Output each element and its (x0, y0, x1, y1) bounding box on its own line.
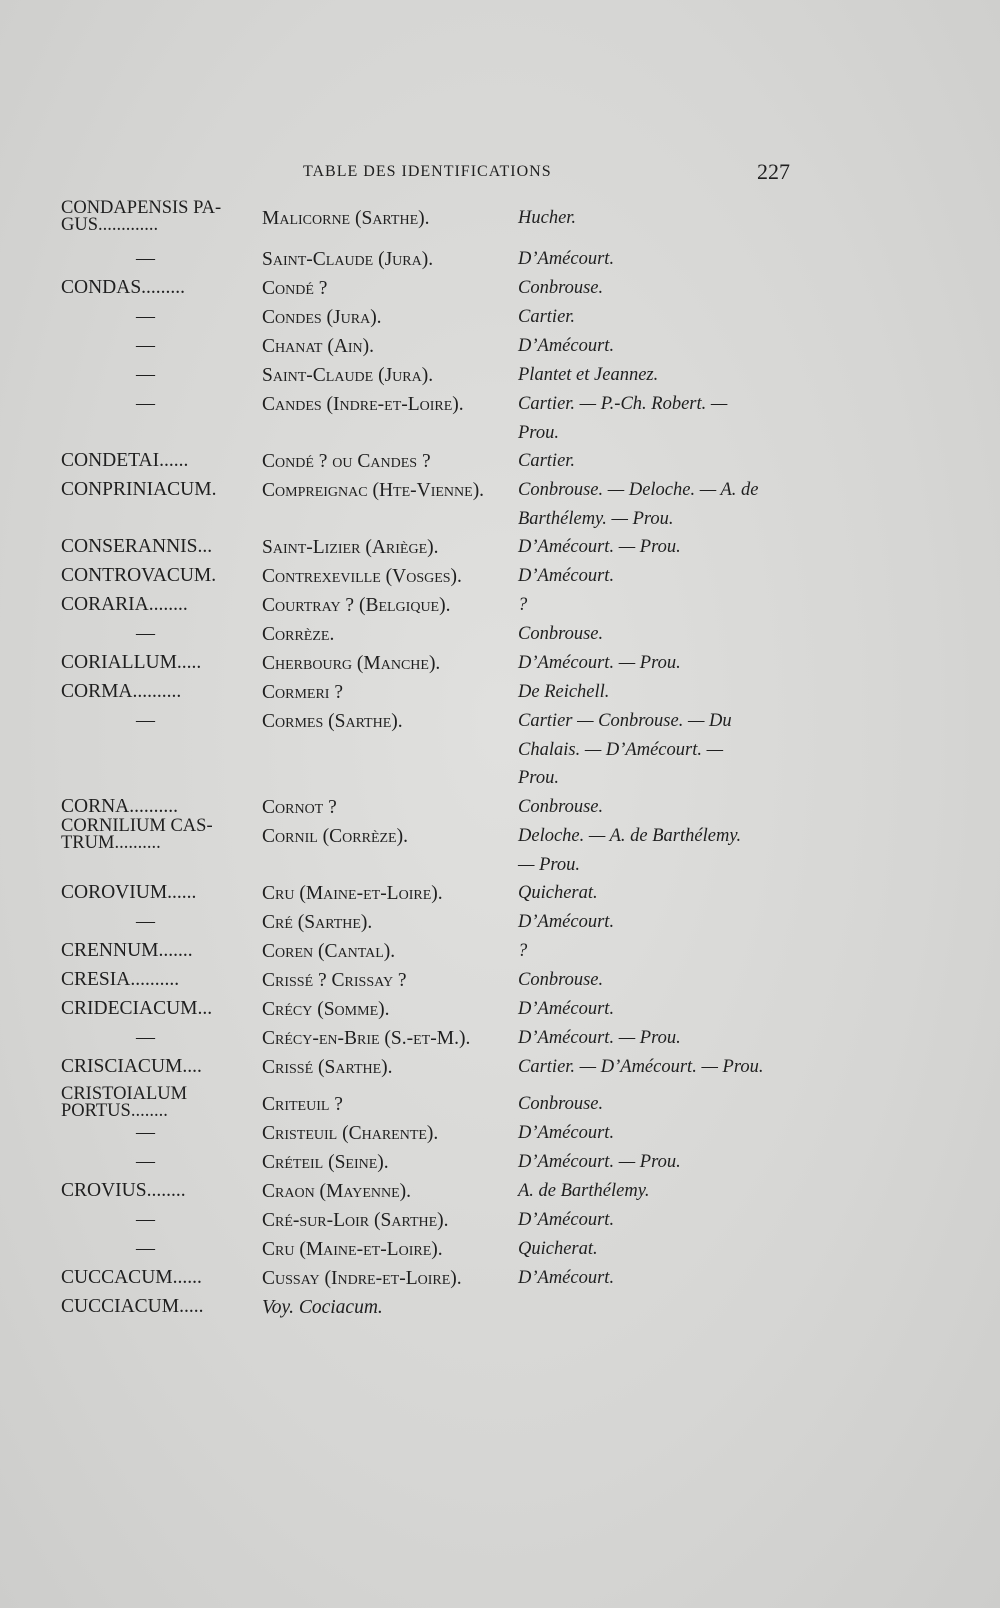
latin-name: CONPRINIACUM. (61, 479, 217, 500)
table-row (0, 970, 1000, 1000)
authorities: Quicherat. (518, 1239, 598, 1259)
modern-identification: Candes (Indre-et-Loire). (262, 394, 464, 415)
table-row (0, 1152, 1000, 1182)
latin-name: CORARIA........ (61, 594, 188, 615)
authorities: Conbrouse. (518, 624, 604, 644)
page-number: 227 (757, 159, 790, 184)
table-row (0, 336, 1000, 366)
modern-identification: Cré (Sarthe). (262, 912, 373, 933)
table-row (0, 710, 1000, 788)
table-row (0, 816, 1000, 875)
modern-identification: Saint-Claude (Jura). (262, 365, 434, 386)
modern-identification: Contrexeville (Vosges). (262, 566, 462, 587)
table-row (0, 479, 1000, 529)
latin-name: CONDAPENSIS PA- GUS............. (61, 198, 222, 235)
modern-identification: Cherbourg (Manche). (262, 653, 441, 674)
modern-identification: Crissé ? Crissay ? (262, 970, 407, 991)
modern-identification: Chanat (Ain). (262, 336, 375, 357)
authorities: ? (518, 941, 528, 961)
latin-name: CRENNUM....... (61, 940, 193, 961)
modern-identification: Cornot ? (262, 797, 337, 818)
modern-identification: Créteil (Seine). (262, 1152, 389, 1173)
modern-identification: Crissé (Sarthe). (262, 1057, 393, 1078)
latin-name: — (136, 911, 155, 932)
latin-name: CRESIA.......... (61, 969, 180, 990)
table-row (0, 1028, 1000, 1058)
latin-name: CONSERANNIS... (61, 536, 213, 557)
table-row (0, 682, 1000, 712)
modern-identification: Voy. Cociacum. (262, 1297, 383, 1318)
latin-name: CONDAS......... (61, 277, 186, 298)
latin-name: — (136, 1238, 155, 1259)
authorities: D’Amécourt. — Prou. (518, 653, 681, 673)
modern-identification: Criteuil ? (262, 1094, 343, 1115)
modern-identification: Crécy (Somme). (262, 999, 390, 1020)
latin-name: CORMA.......... (61, 681, 182, 702)
modern-identification: Crécy-en-Brie (S.-et-M.). (262, 1028, 471, 1049)
latin-name: CORNA.......... (61, 796, 179, 817)
latin-name: — (136, 393, 155, 414)
authorities: D’Amécourt. (518, 249, 615, 269)
table-row (0, 566, 1000, 596)
table-row (0, 1057, 1000, 1087)
modern-identification: Courtray ? (Belgique). (262, 595, 451, 616)
latin-name: CRISCIACUM.... (61, 1056, 202, 1077)
table-row (0, 912, 1000, 942)
latin-name: — (136, 1122, 155, 1143)
modern-identification: Cru (Maine-et-Loire). (262, 1239, 443, 1260)
table-row (0, 1084, 1000, 1124)
authorities: D’Amécourt. (518, 912, 615, 932)
latin-name: — (136, 623, 155, 644)
latin-name: — (136, 364, 155, 385)
modern-identification: Coren (Cantal). (262, 941, 396, 962)
table-row (0, 365, 1000, 395)
latin-name: CORNILIUM CAS- TRUM.......... (61, 816, 213, 853)
latin-name: CONTROVACUM. (61, 565, 217, 586)
table-row (0, 198, 1000, 238)
authorities: Conbrouse. (518, 278, 604, 298)
modern-identification: Cristeuil (Charente). (262, 1123, 439, 1144)
modern-identification: Saint-Lizier (Ariège). (262, 537, 439, 558)
modern-identification: Condé ? (262, 278, 328, 299)
table-row (0, 1239, 1000, 1269)
authorities: D’Amécourt. — Prou. (518, 537, 681, 557)
authorities: ? (518, 595, 528, 615)
latin-name: CUCCIACUM..... (61, 1296, 204, 1317)
authorities: D’Amécourt. (518, 999, 615, 1019)
modern-identification: Condes (Jura). (262, 307, 382, 328)
table-row (0, 1181, 1000, 1211)
modern-identification: Cré-sur-Loir (Sarthe). (262, 1210, 449, 1231)
table-row (0, 249, 1000, 279)
table-row (0, 595, 1000, 625)
latin-name: CORIALLUM..... (61, 652, 202, 673)
table-row (0, 653, 1000, 683)
authorities: A. de Barthélemy. (518, 1181, 650, 1201)
authorities: Cartier. (518, 451, 576, 471)
authorities: D’Amécourt. — Prou. (518, 1028, 681, 1048)
modern-identification: Cussay (Indre-et-Loire). (262, 1268, 462, 1289)
table-row (0, 1268, 1000, 1298)
modern-identification: Corrèze. (262, 624, 335, 645)
authorities: D’Amécourt. (518, 336, 615, 356)
table-row (0, 624, 1000, 654)
authorities: Conbrouse. (518, 970, 604, 990)
latin-name: CUCCACUM...... (61, 1267, 202, 1288)
table-row (0, 1210, 1000, 1240)
table-row (0, 278, 1000, 308)
latin-name: CONDETAI...... (61, 450, 189, 471)
authorities: D’Amécourt. (518, 1210, 615, 1230)
modern-identification: Cornil (Corrèze). (262, 826, 408, 847)
modern-identification: Craon (Mayenne). (262, 1181, 412, 1202)
authorities: De Reichell. (518, 682, 610, 702)
latin-name: CRIDECIACUM... (61, 998, 213, 1019)
authorities: Plantet et Jeannez. (518, 365, 659, 385)
authorities: Cartier. (518, 307, 576, 327)
modern-identification: Cormes (Sarthe). (262, 711, 403, 732)
table-row (0, 451, 1000, 481)
authorities: Cartier. — D’Amécourt. — Prou. (518, 1057, 764, 1077)
authorities: Cartier. — P.-Ch. Robert. — Prou. (518, 394, 728, 443)
modern-identification: Cormeri ? (262, 682, 343, 703)
table-row (0, 883, 1000, 913)
table-row (0, 393, 1000, 443)
modern-identification: Malicorne (Sarthe). (262, 208, 430, 229)
latin-name: — (136, 710, 155, 731)
modern-identification: Saint-Claude (Jura). (262, 249, 434, 270)
modern-identification: Compreignac (Hte-Vienne). (262, 480, 485, 501)
modern-identification: Cru (Maine-et-Loire). (262, 883, 443, 904)
latin-name: CROVIUS........ (61, 1180, 186, 1201)
latin-name: — (136, 306, 155, 327)
latin-name: — (136, 1027, 155, 1048)
running-title: TABLE DES IDENTIFICATIONS (303, 163, 552, 180)
modern-identification: Condé ? ou Candes ? (262, 451, 431, 472)
table-row (0, 1123, 1000, 1153)
latin-name: — (136, 1151, 155, 1172)
authorities: D’Amécourt. (518, 566, 615, 586)
latin-name: COROVIUM...... (61, 882, 197, 903)
table-row (0, 999, 1000, 1029)
latin-name: — (136, 335, 155, 356)
authorities: D’Amécourt. (518, 1268, 615, 1288)
authorities: Quicherat. (518, 883, 598, 903)
authorities: Conbrouse. — Deloche. — A. de Barthélemy. — Prou. (518, 480, 759, 529)
latin-name: — (136, 248, 155, 269)
table-row (0, 1297, 1000, 1327)
authorities: Conbrouse. (518, 797, 604, 817)
latin-name: CRISTOIALUM PORTUS........ (61, 1084, 188, 1121)
table-row (0, 307, 1000, 337)
table-row (0, 941, 1000, 971)
authorities: D’Amécourt. — Prou. (518, 1152, 681, 1172)
authorities: Hucher. (518, 208, 577, 228)
authorities: Conbrouse. (518, 1094, 604, 1114)
authorities: Cartier — Conbrouse. — Du Chalais. — D’Amécourt. — Prou. (518, 711, 732, 788)
latin-name: — (136, 1209, 155, 1230)
authorities: D’Amécourt. (518, 1123, 615, 1143)
authorities: Deloche. — A. de Barthélemy. — Prou. (518, 826, 742, 875)
table-row (0, 537, 1000, 567)
